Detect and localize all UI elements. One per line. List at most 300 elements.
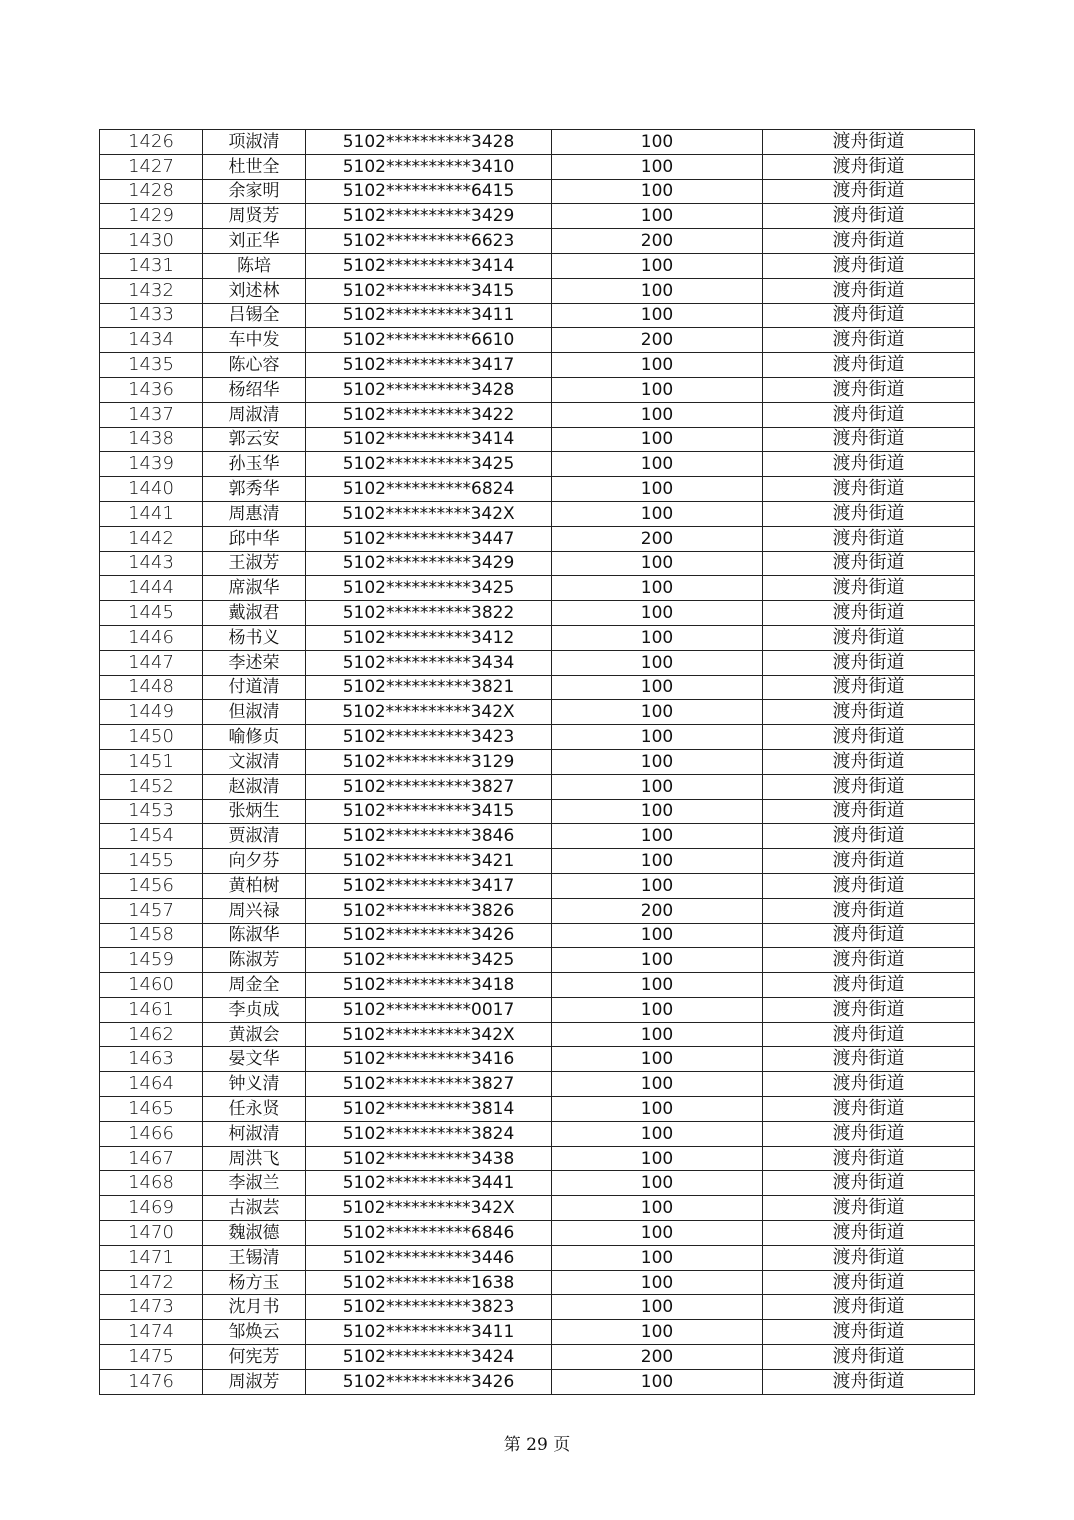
table-row: [100, 1345, 975, 1370]
person-name-cell: 周淑芳: [203, 1369, 306, 1394]
subdistrict-cell: 渡舟街道: [763, 849, 975, 874]
row-index-cell: 1473: [100, 1295, 203, 1320]
person-name-cell: 杨方玉: [203, 1270, 306, 1295]
id-number-cell: 5102**********3411: [306, 1320, 552, 1345]
table-row: [100, 501, 975, 526]
amount-cell: 100: [552, 1295, 763, 1320]
subdistrict-cell: 渡舟街道: [763, 229, 975, 254]
amount-cell: 200: [552, 898, 763, 923]
person-name-cell: 邱中华: [203, 526, 306, 551]
id-number-cell: 5102**********6824: [306, 477, 552, 502]
table-row: [100, 576, 975, 601]
table-row: [100, 749, 975, 774]
subdistrict-cell: 渡舟街道: [763, 427, 975, 452]
id-number-cell: 5102**********3424: [306, 1345, 552, 1370]
table-row: [100, 973, 975, 998]
id-number-cell: 5102**********3429: [306, 551, 552, 576]
table-row: [100, 179, 975, 204]
subdistrict-cell: 渡舟街道: [763, 997, 975, 1022]
table-row: [100, 601, 975, 626]
person-name-cell: 晏文华: [203, 1047, 306, 1072]
person-name-cell: 任永贤: [203, 1097, 306, 1122]
row-index-cell: 1433: [100, 303, 203, 328]
table-row: [100, 948, 975, 973]
subdistrict-cell: 渡舟街道: [763, 154, 975, 179]
id-number-cell: 5102**********3414: [306, 253, 552, 278]
amount-cell: 100: [552, 725, 763, 750]
amount-cell: 100: [552, 849, 763, 874]
person-name-cell: 古淑芸: [203, 1196, 306, 1221]
person-name-cell: 杨绍华: [203, 377, 306, 402]
table-row: [100, 1121, 975, 1146]
amount-cell: 100: [552, 1221, 763, 1246]
subdistrict-cell: 渡舟街道: [763, 1047, 975, 1072]
row-index-cell: 1443: [100, 551, 203, 576]
table-row: [100, 898, 975, 923]
amount-cell: 200: [552, 328, 763, 353]
subdistrict-cell: 渡舟街道: [763, 1097, 975, 1122]
table-row: [100, 253, 975, 278]
person-name-cell: 李贞成: [203, 997, 306, 1022]
subdistrict-cell: 渡舟街道: [763, 1345, 975, 1370]
row-index-cell: 1441: [100, 501, 203, 526]
table-row: [100, 1022, 975, 1047]
id-number-cell: 5102**********6846: [306, 1221, 552, 1246]
subdistrict-cell: 渡舟街道: [763, 799, 975, 824]
amount-cell: 100: [552, 700, 763, 725]
person-name-cell: 魏淑德: [203, 1221, 306, 1246]
amount-cell: 100: [552, 353, 763, 378]
id-number-cell: 5102**********3418: [306, 973, 552, 998]
id-number-cell: 5102**********3425: [306, 576, 552, 601]
id-number-cell: 5102**********3412: [306, 625, 552, 650]
amount-cell: 100: [552, 675, 763, 700]
row-index-cell: 1438: [100, 427, 203, 452]
id-number-cell: 5102**********3416: [306, 1047, 552, 1072]
id-number-cell: 5102**********0017: [306, 997, 552, 1022]
table-row: [100, 1196, 975, 1221]
amount-cell: 100: [552, 799, 763, 824]
id-number-cell: 5102**********3426: [306, 1369, 552, 1394]
id-number-cell: 5102**********3421: [306, 849, 552, 874]
person-name-cell: 吕锡全: [203, 303, 306, 328]
id-number-cell: 5102**********3441: [306, 1171, 552, 1196]
amount-cell: 100: [552, 1097, 763, 1122]
table-row: [100, 873, 975, 898]
subdistrict-cell: 渡舟街道: [763, 328, 975, 353]
table-row: [100, 130, 975, 155]
table-row: [100, 353, 975, 378]
id-number-cell: 5102**********3429: [306, 204, 552, 229]
row-index-cell: 1465: [100, 1097, 203, 1122]
id-number-cell: 5102**********6623: [306, 229, 552, 254]
id-number-cell: 5102**********3438: [306, 1146, 552, 1171]
table-row: [100, 154, 975, 179]
person-name-cell: 李述荣: [203, 650, 306, 675]
person-name-cell: 刘正华: [203, 229, 306, 254]
subdistrict-cell: 渡舟街道: [763, 973, 975, 998]
row-index-cell: 1440: [100, 477, 203, 502]
amount-cell: 100: [552, 477, 763, 502]
person-name-cell: 黄淑会: [203, 1022, 306, 1047]
amount-cell: 100: [552, 253, 763, 278]
id-number-cell: 5102**********342X: [306, 1022, 552, 1047]
row-index-cell: 1463: [100, 1047, 203, 1072]
row-index-cell: 1455: [100, 849, 203, 874]
table-row: [100, 204, 975, 229]
subdistrict-cell: 渡舟街道: [763, 700, 975, 725]
page-number: 第 29 页: [503, 1435, 571, 1455]
id-number-cell: 5102**********3846: [306, 824, 552, 849]
table-row: [100, 1221, 975, 1246]
person-name-cell: 周淑清: [203, 402, 306, 427]
person-name-cell: 李淑兰: [203, 1171, 306, 1196]
id-number-cell: 5102**********3422: [306, 402, 552, 427]
table-body: [100, 130, 975, 1395]
subdistrict-cell: 渡舟街道: [763, 1320, 975, 1345]
table-row: [100, 526, 975, 551]
table-row: [100, 1270, 975, 1295]
amount-cell: 100: [552, 749, 763, 774]
amount-cell: 100: [552, 1270, 763, 1295]
amount-cell: 100: [552, 204, 763, 229]
subdistrict-cell: 渡舟街道: [763, 1196, 975, 1221]
table-row: [100, 1047, 975, 1072]
person-name-cell: 陈培: [203, 253, 306, 278]
person-name-cell: 周惠清: [203, 501, 306, 526]
row-index-cell: 1472: [100, 1270, 203, 1295]
table-row: [100, 328, 975, 353]
subdistrict-cell: 渡舟街道: [763, 873, 975, 898]
table-row: [100, 849, 975, 874]
amount-cell: 100: [552, 1369, 763, 1394]
row-index-cell: 1444: [100, 576, 203, 601]
subdistrict-cell: 渡舟街道: [763, 774, 975, 799]
table-row: [100, 1320, 975, 1345]
row-index-cell: 1471: [100, 1245, 203, 1270]
subdistrict-cell: 渡舟街道: [763, 1295, 975, 1320]
row-index-cell: 1431: [100, 253, 203, 278]
row-index-cell: 1466: [100, 1121, 203, 1146]
subdistrict-cell: 渡舟街道: [763, 278, 975, 303]
subdistrict-cell: 渡舟街道: [763, 1221, 975, 1246]
subdistrict-cell: 渡舟街道: [763, 526, 975, 551]
table-row: [100, 278, 975, 303]
amount-cell: 100: [552, 824, 763, 849]
subdistrict-cell: 渡舟街道: [763, 253, 975, 278]
row-index-cell: 1426: [100, 130, 203, 155]
table-row: [100, 1146, 975, 1171]
id-number-cell: 5102**********3417: [306, 873, 552, 898]
person-name-cell: 余家明: [203, 179, 306, 204]
id-number-cell: 5102**********3410: [306, 154, 552, 179]
row-index-cell: 1436: [100, 377, 203, 402]
row-index-cell: 1447: [100, 650, 203, 675]
row-index-cell: 1437: [100, 402, 203, 427]
subdistrict-cell: 渡舟街道: [763, 1072, 975, 1097]
subdistrict-cell: 渡舟街道: [763, 1146, 975, 1171]
subdistrict-cell: 渡舟街道: [763, 551, 975, 576]
person-name-cell: 何宪芳: [203, 1345, 306, 1370]
subdistrict-cell: 渡舟街道: [763, 353, 975, 378]
person-name-cell: 付道清: [203, 675, 306, 700]
person-name-cell: 杜世全: [203, 154, 306, 179]
row-index-cell: 1457: [100, 898, 203, 923]
subdistrict-cell: 渡舟街道: [763, 650, 975, 675]
person-name-cell: 戴淑君: [203, 601, 306, 626]
amount-cell: 100: [552, 1146, 763, 1171]
person-name-cell: 席淑华: [203, 576, 306, 601]
subdistrict-cell: 渡舟街道: [763, 477, 975, 502]
person-name-cell: 周金全: [203, 973, 306, 998]
id-number-cell: 5102**********3827: [306, 774, 552, 799]
table-row: [100, 452, 975, 477]
id-number-cell: 5102**********3411: [306, 303, 552, 328]
amount-cell: 100: [552, 130, 763, 155]
table-row: [100, 1097, 975, 1122]
row-index-cell: 1475: [100, 1345, 203, 1370]
subdistrict-cell: 渡舟街道: [763, 725, 975, 750]
row-index-cell: 1452: [100, 774, 203, 799]
subdistrict-cell: 渡舟街道: [763, 377, 975, 402]
person-name-cell: 王锡清: [203, 1245, 306, 1270]
amount-cell: 100: [552, 1171, 763, 1196]
person-name-cell: 孙玉华: [203, 452, 306, 477]
person-name-cell: 郭秀华: [203, 477, 306, 502]
person-name-cell: 项淑清: [203, 130, 306, 155]
subdistrict-cell: 渡舟街道: [763, 675, 975, 700]
id-number-cell: 5102**********3434: [306, 650, 552, 675]
amount-cell: 100: [552, 427, 763, 452]
id-number-cell: 5102**********3827: [306, 1072, 552, 1097]
amount-cell: 100: [552, 601, 763, 626]
person-name-cell: 但淑清: [203, 700, 306, 725]
id-number-cell: 5102**********6415: [306, 179, 552, 204]
person-name-cell: 陈淑芳: [203, 948, 306, 973]
id-number-cell: 5102**********3822: [306, 601, 552, 626]
subdistrict-cell: 渡舟街道: [763, 452, 975, 477]
amount-cell: 100: [552, 923, 763, 948]
person-name-cell: 柯淑清: [203, 1121, 306, 1146]
subdistrict-cell: 渡舟街道: [763, 1245, 975, 1270]
id-number-cell: 5102**********3415: [306, 278, 552, 303]
amount-cell: 100: [552, 997, 763, 1022]
subdistrict-cell: 渡舟街道: [763, 130, 975, 155]
amount-cell: 100: [552, 1072, 763, 1097]
person-name-cell: 郭云安: [203, 427, 306, 452]
id-number-cell: 5102**********3428: [306, 130, 552, 155]
amount-cell: 100: [552, 551, 763, 576]
subdistrict-cell: 渡舟街道: [763, 1171, 975, 1196]
id-number-cell: 5102**********3129: [306, 749, 552, 774]
row-index-cell: 1460: [100, 973, 203, 998]
row-index-cell: 1451: [100, 749, 203, 774]
subdistrict-cell: 渡舟街道: [763, 204, 975, 229]
row-index-cell: 1435: [100, 353, 203, 378]
amount-cell: 100: [552, 278, 763, 303]
table-row: [100, 650, 975, 675]
id-number-cell: 5102**********3423: [306, 725, 552, 750]
amount-cell: 200: [552, 1345, 763, 1370]
table-row: [100, 700, 975, 725]
amount-cell: 100: [552, 377, 763, 402]
amount-cell: 100: [552, 650, 763, 675]
table-row: [100, 1171, 975, 1196]
table-row: [100, 774, 975, 799]
row-index-cell: 1476: [100, 1369, 203, 1394]
amount-cell: 100: [552, 452, 763, 477]
person-name-cell: 陈心容: [203, 353, 306, 378]
amount-cell: 100: [552, 154, 763, 179]
person-name-cell: 邹焕云: [203, 1320, 306, 1345]
row-index-cell: 1453: [100, 799, 203, 824]
table-row: [100, 824, 975, 849]
table-row: [100, 402, 975, 427]
id-number-cell: 5102**********3824: [306, 1121, 552, 1146]
table-row: [100, 1072, 975, 1097]
row-index-cell: 1467: [100, 1146, 203, 1171]
person-name-cell: 文淑清: [203, 749, 306, 774]
subdistrict-cell: 渡舟街道: [763, 625, 975, 650]
person-name-cell: 黄柏树: [203, 873, 306, 898]
table-row: [100, 551, 975, 576]
id-number-cell: 5102**********342X: [306, 700, 552, 725]
table-row: [100, 1295, 975, 1320]
id-number-cell: 5102**********3814: [306, 1097, 552, 1122]
person-name-cell: 周洪飞: [203, 1146, 306, 1171]
id-number-cell: 5102**********3425: [306, 452, 552, 477]
id-number-cell: 5102**********3415: [306, 799, 552, 824]
id-number-cell: 5102**********3447: [306, 526, 552, 551]
table-row: [100, 625, 975, 650]
row-index-cell: 1449: [100, 700, 203, 725]
row-index-cell: 1454: [100, 824, 203, 849]
person-name-cell: 周兴禄: [203, 898, 306, 923]
subdistrict-cell: 渡舟街道: [763, 1270, 975, 1295]
row-index-cell: 1450: [100, 725, 203, 750]
row-index-cell: 1461: [100, 997, 203, 1022]
id-number-cell: 5102**********342X: [306, 501, 552, 526]
person-name-cell: 向夕芬: [203, 849, 306, 874]
id-number-cell: 5102**********3823: [306, 1295, 552, 1320]
table-row: [100, 997, 975, 1022]
id-number-cell: 5102**********1638: [306, 1270, 552, 1295]
amount-cell: 100: [552, 1121, 763, 1146]
table-row: [100, 725, 975, 750]
row-index-cell: 1429: [100, 204, 203, 229]
person-name-cell: 贾淑清: [203, 824, 306, 849]
subdistrict-cell: 渡舟街道: [763, 898, 975, 923]
amount-cell: 100: [552, 1245, 763, 1270]
row-index-cell: 1446: [100, 625, 203, 650]
row-index-cell: 1442: [100, 526, 203, 551]
row-index-cell: 1430: [100, 229, 203, 254]
subdistrict-cell: 渡舟街道: [763, 1022, 975, 1047]
amount-cell: 100: [552, 576, 763, 601]
amount-cell: 200: [552, 229, 763, 254]
amount-cell: 100: [552, 402, 763, 427]
subdistrict-cell: 渡舟街道: [763, 501, 975, 526]
amount-cell: 100: [552, 948, 763, 973]
id-number-cell: 5102**********3426: [306, 923, 552, 948]
row-index-cell: 1456: [100, 873, 203, 898]
amount-cell: 100: [552, 973, 763, 998]
person-name-cell: 车中发: [203, 328, 306, 353]
id-number-cell: 5102**********3826: [306, 898, 552, 923]
person-name-cell: 王淑芳: [203, 551, 306, 576]
row-index-cell: 1432: [100, 278, 203, 303]
subdistrict-cell: 渡舟街道: [763, 749, 975, 774]
subdistrict-cell: 渡舟街道: [763, 402, 975, 427]
id-number-cell: 5102**********3821: [306, 675, 552, 700]
table-row: [100, 377, 975, 402]
row-index-cell: 1464: [100, 1072, 203, 1097]
id-number-cell: 5102**********3414: [306, 427, 552, 452]
row-index-cell: 1434: [100, 328, 203, 353]
table-row: [100, 303, 975, 328]
amount-cell: 100: [552, 1196, 763, 1221]
person-name-cell: 钟义清: [203, 1072, 306, 1097]
id-number-cell: 5102**********3446: [306, 1245, 552, 1270]
id-number-cell: 5102**********3417: [306, 353, 552, 378]
subdistrict-cell: 渡舟街道: [763, 1369, 975, 1394]
amount-cell: 200: [552, 526, 763, 551]
subdistrict-cell: 渡舟街道: [763, 923, 975, 948]
row-index-cell: 1448: [100, 675, 203, 700]
table-row: [100, 229, 975, 254]
person-name-cell: 杨书义: [203, 625, 306, 650]
person-name-cell: 喻修贞: [203, 725, 306, 750]
row-index-cell: 1439: [100, 452, 203, 477]
person-name-cell: 沈月书: [203, 1295, 306, 1320]
amount-cell: 100: [552, 179, 763, 204]
amount-cell: 100: [552, 1047, 763, 1072]
id-number-cell: 5102**********3425: [306, 948, 552, 973]
id-number-cell: 5102**********3428: [306, 377, 552, 402]
table-row: [100, 923, 975, 948]
amount-cell: 100: [552, 873, 763, 898]
table-row: [100, 1245, 975, 1270]
row-index-cell: 1462: [100, 1022, 203, 1047]
person-name-cell: 陈淑华: [203, 923, 306, 948]
person-name-cell: 张炳生: [203, 799, 306, 824]
subdistrict-cell: 渡舟街道: [763, 1121, 975, 1146]
row-index-cell: 1428: [100, 179, 203, 204]
id-number-cell: 5102**********6610: [306, 328, 552, 353]
row-index-cell: 1470: [100, 1221, 203, 1246]
table-row: [100, 1369, 975, 1394]
row-index-cell: 1458: [100, 923, 203, 948]
subdistrict-cell: 渡舟街道: [763, 948, 975, 973]
table-row: [100, 477, 975, 502]
subdistrict-cell: 渡舟街道: [763, 576, 975, 601]
row-index-cell: 1445: [100, 601, 203, 626]
person-name-cell: 周贤芳: [203, 204, 306, 229]
id-number-cell: 5102**********342X: [306, 1196, 552, 1221]
amount-cell: 100: [552, 501, 763, 526]
row-index-cell: 1427: [100, 154, 203, 179]
subdistrict-cell: 渡舟街道: [763, 303, 975, 328]
person-name-cell: 刘述林: [203, 278, 306, 303]
amount-cell: 100: [552, 774, 763, 799]
row-index-cell: 1474: [100, 1320, 203, 1345]
amount-cell: 100: [552, 1022, 763, 1047]
table-row: [100, 799, 975, 824]
amount-cell: 100: [552, 303, 763, 328]
row-index-cell: 1468: [100, 1171, 203, 1196]
table-row: [100, 427, 975, 452]
subdistrict-cell: 渡舟街道: [763, 824, 975, 849]
